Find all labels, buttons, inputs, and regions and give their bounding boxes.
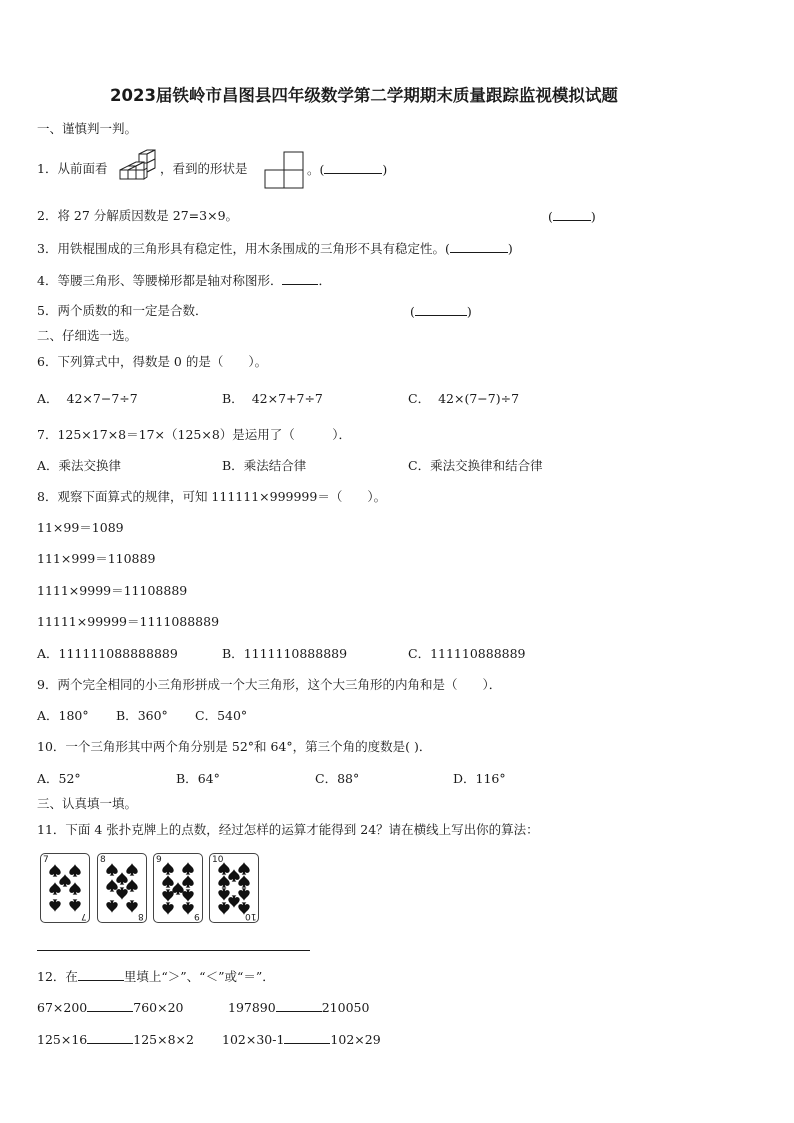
answer-blank[interactable] (284, 1031, 330, 1044)
question-3: 3．用铁棍围成的三角形具有稳定性，用木条围成的三角形不具有稳定性。( ) (37, 241, 513, 256)
q12-item-1: 67×200 760×20 (37, 1000, 184, 1015)
q8-line-2: 111×999＝110889 (37, 551, 156, 566)
question-2: 2．将 27 分解质因数是 27=3×9。 (37, 208, 239, 223)
section-heading-2: 二、仔细选一选。 (37, 328, 138, 343)
card-rank: 7 (43, 855, 49, 865)
q2-answer: ( ) (548, 209, 596, 224)
q10-option-c[interactable]: C．88° (315, 771, 360, 786)
q8-option-c[interactable]: C．111110888889 (408, 646, 526, 661)
section-heading-3: 三、认真填一填。 (37, 796, 138, 811)
answer-blank[interactable] (282, 272, 318, 285)
question-9: 9．两个完全相同的小三角形拼成一个大三角形，这个大三角形的内角和是（ ）． (37, 677, 502, 692)
card-rank: 10 (244, 911, 256, 921)
question-8: 8．观察下面算式的规律，可知 111111×999999＝（ ）。 (37, 489, 387, 504)
question-1 (37, 161, 107, 177)
q8-line-1: 11×99＝1089 (37, 520, 124, 535)
card-rank: 9 (156, 855, 162, 865)
q9-option-a[interactable]: A．180° (37, 708, 89, 723)
answer-blank[interactable] (87, 999, 133, 1012)
playing-card (40, 853, 90, 923)
front-view-shape-icon (264, 151, 306, 189)
q7-option-b[interactable]: B．乘法结合律 (222, 458, 307, 473)
q10-option-d[interactable]: D．116° (453, 771, 506, 786)
question-5: 5．两个质数的和一定是合数． (37, 303, 208, 318)
q8-option-a[interactable]: A．111111088888889 (37, 646, 178, 661)
q12-item-3: 125×16 125×8×2 (37, 1032, 194, 1047)
q8-line-3: 1111×9999＝11108889 (37, 583, 188, 598)
card-rank: 9 (194, 911, 200, 921)
q7-option-a[interactable]: A．乘法交换律 (37, 458, 122, 473)
answer-blank[interactable] (450, 240, 508, 253)
q6-option-c[interactable]: C． 42×(7−7)÷7 (408, 391, 520, 406)
question-6: 6．下列算式中，得数是 0 的是（ ）。 (37, 354, 268, 369)
card-rank: 8 (138, 911, 144, 921)
answer-blank[interactable] (87, 1031, 133, 1044)
q6-option-b[interactable]: B． 42×7+7÷7 (222, 391, 323, 406)
q9-option-c[interactable]: C．540° (195, 708, 248, 723)
question-7: 7．125×17×8＝17×（125×8）是运用了（ ）． (37, 427, 352, 442)
q9-option-b[interactable]: B．360° (116, 708, 168, 723)
stacked-cubes-icon (117, 148, 157, 188)
q12-item-4: 102×30-1 102×29 (222, 1032, 381, 1047)
card-rank: 7 (81, 911, 87, 921)
question-4: 4．等腰三角形、等腰梯形都是轴对称图形． ． (37, 273, 331, 288)
question-10: 10．一个三角形其中两个角分别是 52°和 64°，第三个角的度数是( )． (37, 739, 432, 754)
q10-option-b[interactable]: B．64° (176, 771, 220, 786)
q1-answer: 。( ) (307, 162, 388, 177)
answer-blank (78, 968, 124, 981)
q6-option-a[interactable]: A． 42×7−7÷7 (37, 391, 138, 406)
playing-card (209, 853, 259, 923)
card-rank: 8 (100, 855, 106, 865)
q12-item-2: 197890 210050 (228, 1000, 370, 1015)
q8-option-b[interactable]: B．1111110888889 (222, 646, 348, 661)
section-heading-1: 一、谨慎判一判。 (37, 121, 138, 136)
question-11: 11．下面 4 张扑克牌上的点数，经过怎样的运算才能得到 24？请在横线上写出你的算法： (37, 822, 539, 837)
q8-line-4: 11111×99999＝1111088889 (37, 614, 220, 629)
answer-blank[interactable] (324, 161, 382, 174)
answer-blank[interactable] (553, 208, 591, 221)
answer-blank[interactable] (276, 999, 322, 1012)
q1-middle: ，看到的形状是 (160, 161, 248, 176)
q5-answer: ( ) (410, 304, 472, 319)
playing-card (153, 853, 203, 923)
q10-option-a[interactable]: A．52° (37, 771, 81, 786)
q7-option-c[interactable]: C．乘法交换律和结合律 (408, 458, 543, 473)
playing-card (97, 853, 147, 923)
page-title: 2023届铁岭市昌图县四年级数学第二学期期末质量跟踪监视模拟试题 (110, 86, 618, 105)
question-12: 12．在 里填上“＞”、“＜”或“＝”． (37, 969, 275, 984)
answer-blank[interactable] (415, 303, 467, 316)
answer-line[interactable] (37, 950, 310, 951)
q1-prefix: 1．从前面看 (37, 161, 108, 176)
card-rank: 10 (212, 855, 224, 865)
